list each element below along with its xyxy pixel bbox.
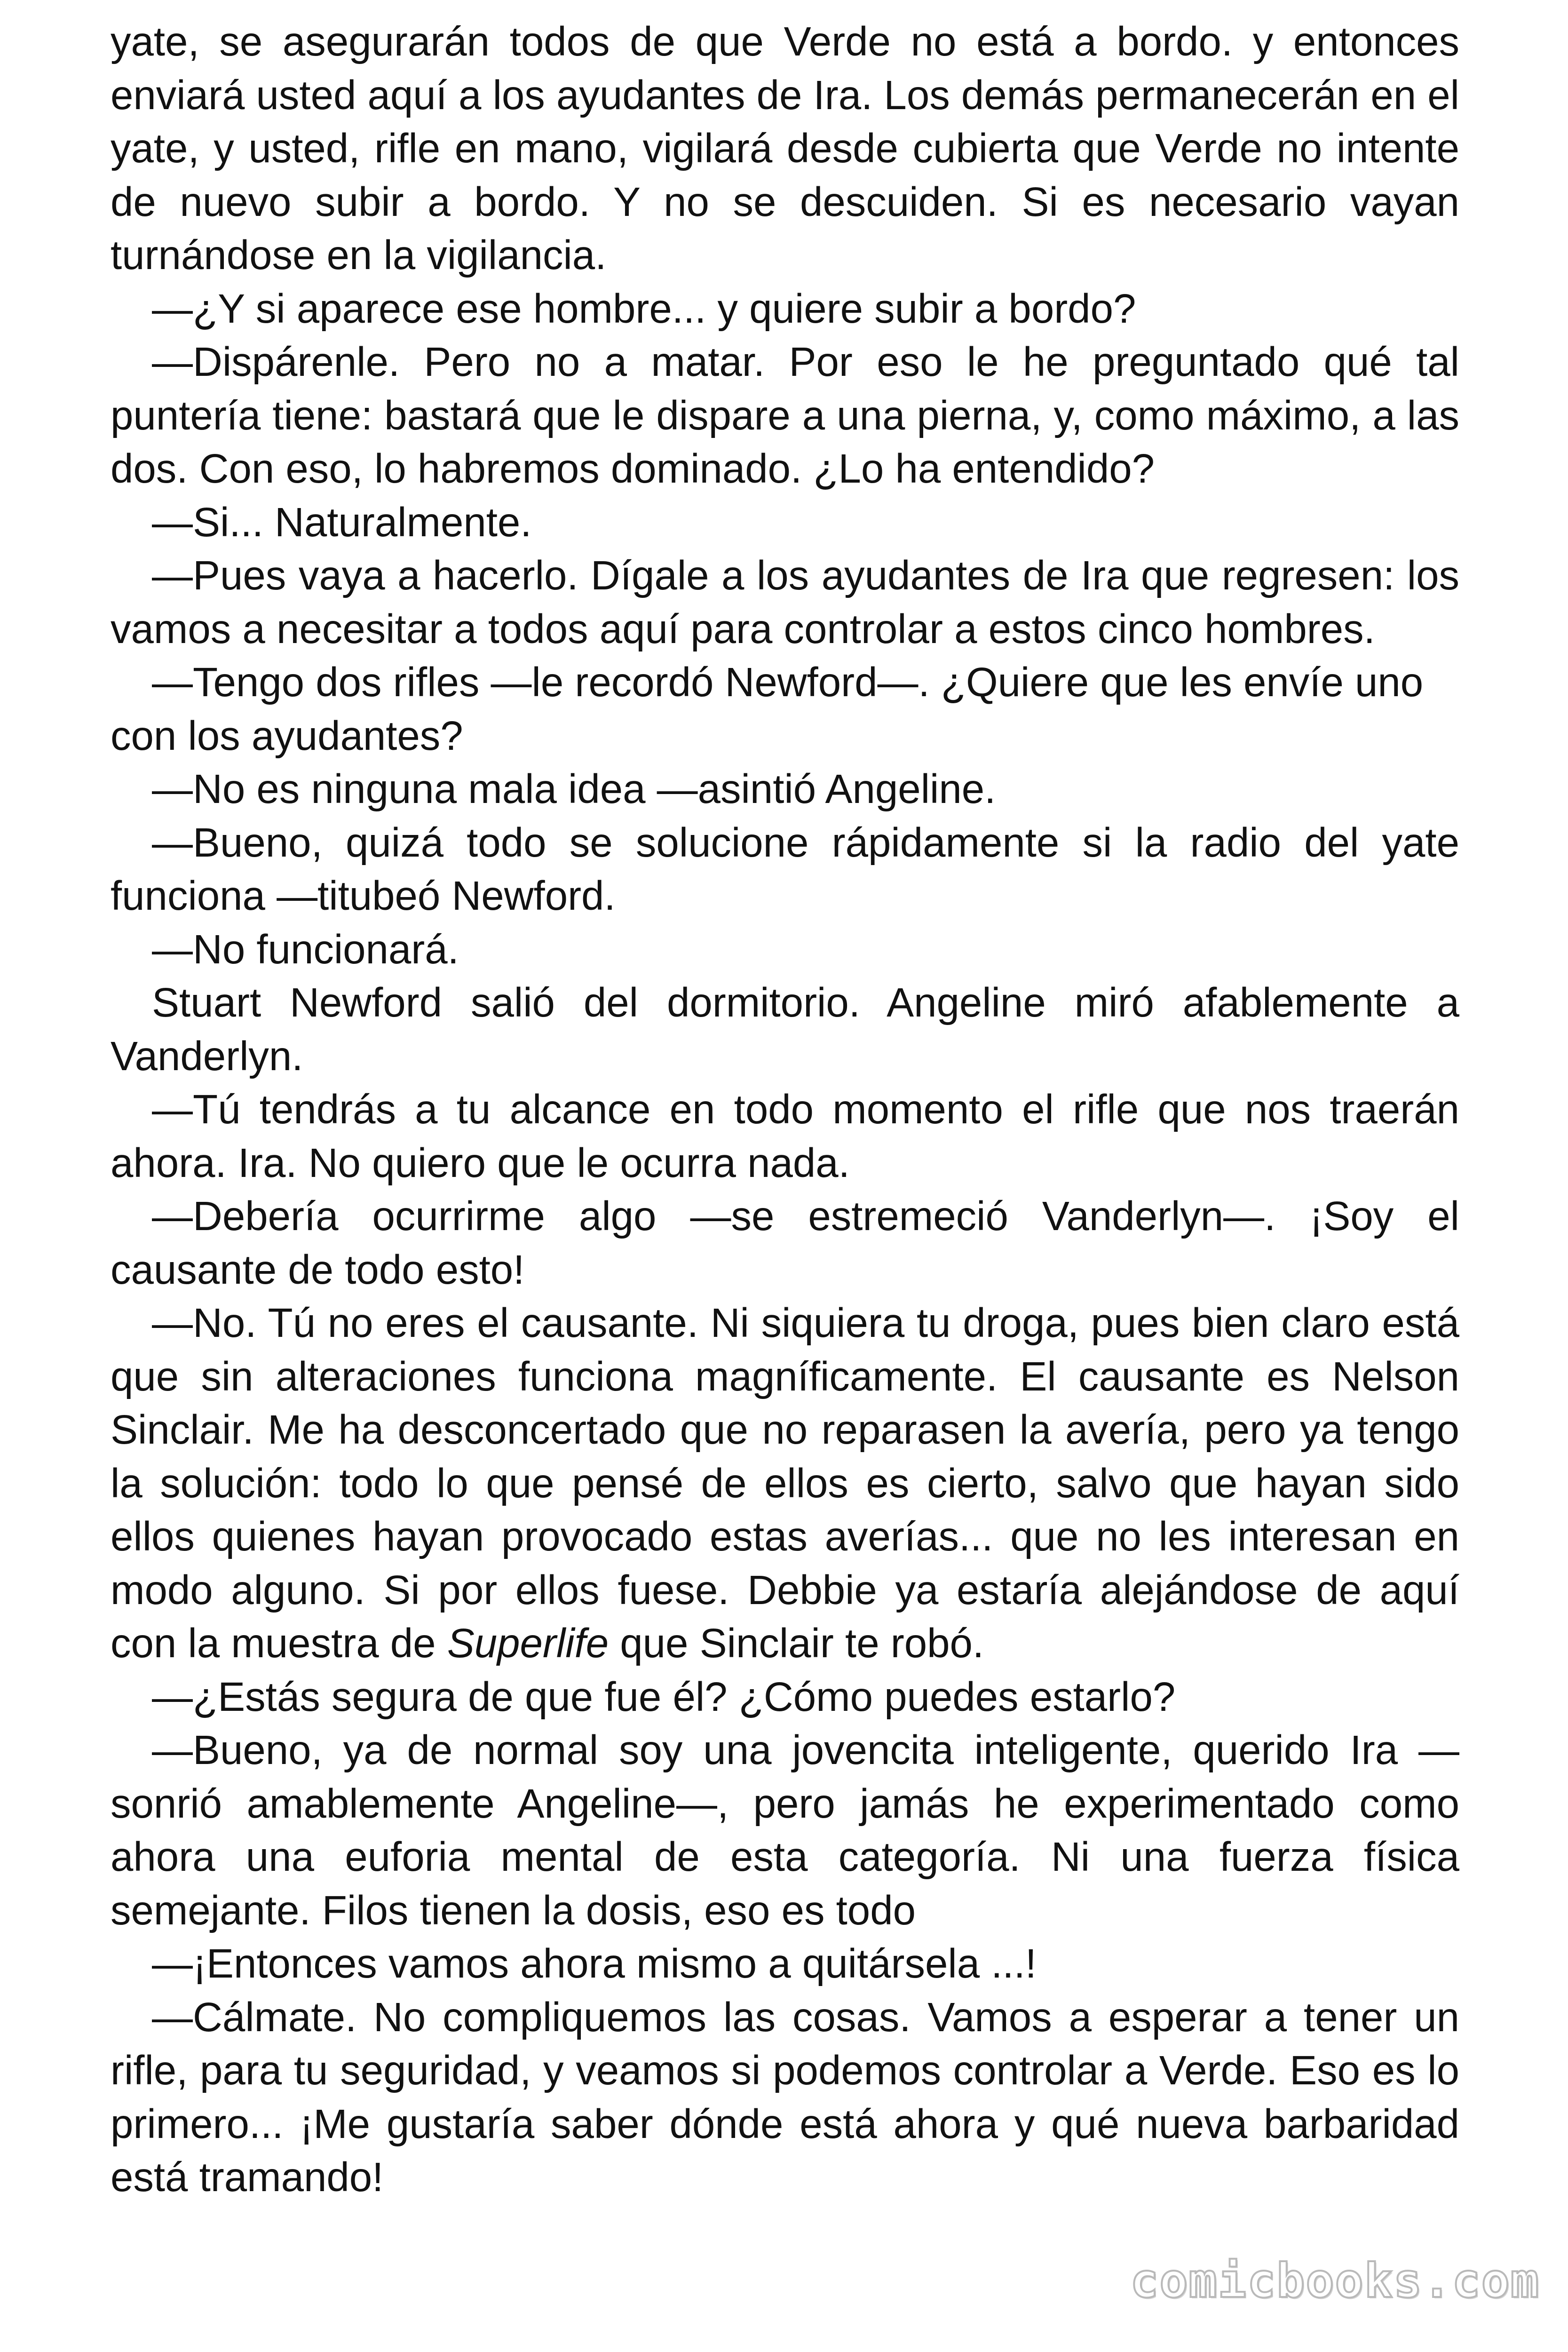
paragraph-3: —Dispárenle. Pero no a matar. Por eso le he preguntado qué tal puntería tiene: bastará que le dispare a una pierna, y, como máximo, a las dos. Con eso, lo habremos dominado. ¿Lo ha entendido? — [111, 339, 1459, 492]
paragraph-1: yate, se asegurarán todos de que Verde no está a bordo. y entonces enviará usted aquí a los ayudantes de Ira. Los demás permanecerán en el yate, y usted, rifle en mano, vigilará desde cubierta que Verde no intente de nuevo subir a bordo. Y no se descuiden. Si es necesario vayan turnándose en la vigilancia. — [111, 19, 1459, 278]
paragraph-13-before: —No. Tú no eres el causante. Ni siquiera tu droga, pues bien claro está que sin alteraciones funciona magníficamente. El causante es Nelson Sinclair. Me ha desconcertado que no reparasen la avería, pero ya tengo la solución: todo lo que pensé de ellos es cierto, salvo que hayan sido ellos quienes hayan provocado estas averías... que no les interesan en modo alguno. Si por ellos fuese. Debbie ya estaría alejándose de aquí con la muestra de — [111, 1300, 1459, 1666]
paragraph-17: —Cálmate. No compliquemos las cosas. Vamos a esperar a tener un rifle, para tu seguridad, y veamos si podemos controlar a Verde. Eso es lo primero... ¡Me gustaría saber dónde está ahora y qué nueva barbaridad está tramando! — [111, 1994, 1459, 2200]
paragraph-9: —No funcionará. — [152, 926, 459, 972]
paragraph-7: —No es ninguna mala idea —asintió Angeline. — [152, 766, 996, 812]
italic-title-superlife: Superlife — [447, 1621, 609, 1666]
paragraph-8: —Bueno, quizá todo se solucione rápidamente si la radio del yate funciona —titubeó Newford. — [111, 819, 1459, 919]
paragraph-14: —¿Estás segura de que fue él? ¿Cómo puedes estarlo? — [152, 1674, 1176, 1720]
paragraph-2: —¿Y si aparece ese hombre... y quiere subir a bordo? — [152, 286, 1136, 332]
paragraph-6: —Tengo dos rifles —le recordó Newford—. ¿Quiere que les envíe uno con los ayudantes? — [111, 660, 1424, 759]
body-text — [111, 15, 1459, 2204]
paragraph-15: —Bueno, ya de normal soy una jovencita inteligente, querido Ira —sonrió amablemente Angeline—, pero jamás he experimentado como ahora una euforia mental de esta categoría. Ni una fuerza física semejante. Filos tienen la dosis, eso es todo — [111, 1727, 1459, 1933]
paragraph-13 — [111, 1296, 1459, 1670]
paragraph-11: —Tú tendrás a tu alcance en todo momento el rifle que nos traerán ahora. Ira. No quiero que le ocurra nada. — [111, 1087, 1459, 1186]
paragraph-13-after: que Sinclair te robó. — [609, 1621, 984, 1666]
paragraph-4: —Si... Naturalmente. — [152, 499, 532, 545]
watermark-text: comicbooks.com — [1130, 2253, 1540, 2308]
paragraph-5: —Pues vaya a hacerlo. Dígale a los ayudantes de Ira que regresen: los vamos a necesitar a todos aquí para controlar a estos cinco hombres. — [111, 553, 1459, 652]
paragraph-10: Stuart Newford salió del dormitorio. Angeline miró afablemente a Vanderlyn. — [111, 980, 1459, 1079]
paragraph-16: —¡Entonces vamos ahora mismo a quitársela ...! — [152, 1941, 1037, 1986]
paragraph-12: —Debería ocurrirme algo —se estremeció Vanderlyn—. ¡Soy el causante de todo esto! — [111, 1193, 1459, 1293]
